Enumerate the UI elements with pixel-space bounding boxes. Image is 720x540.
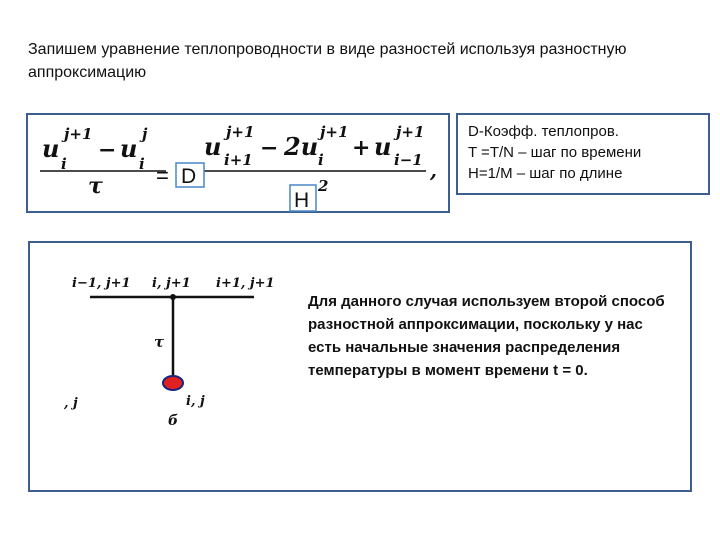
explanation-text: Для данного случая используем второй способ разностной аппроксимации, поскольку у нас есть начальные значения распределения температуры в момент времени t = 0. (308, 293, 665, 379)
legend-line-diffusion: D-Коэфф. теплопров. (468, 123, 619, 140)
formula-sup-1: j+1 (64, 125, 93, 143)
legend-box (456, 113, 710, 195)
formula-box (26, 113, 450, 213)
difference-formula (28, 115, 452, 215)
formula-h: H (294, 189, 310, 212)
formula-sup-4: j+1 (320, 123, 349, 141)
formula-u-4: u (374, 132, 392, 161)
stencil-node-center (170, 294, 176, 300)
page-heading: Запишем уравнение теплопроводности в виде разностей используя разностную аппроксимацию (28, 41, 627, 81)
formula-equals: = (156, 163, 169, 188)
formula-minus-2: − (260, 135, 279, 161)
formula-tau: τ (88, 173, 103, 199)
stencil-diagram (44, 265, 294, 445)
formula-sub-3: i+1 (224, 151, 253, 169)
formula-sub-5: i−1 (394, 151, 423, 169)
formula-comma: , (430, 158, 437, 182)
formula-d: D (181, 165, 197, 188)
formula-sup-3: j+1 (226, 123, 255, 141)
formula-u-3: u (204, 132, 222, 161)
stencil-tau: τ (154, 333, 165, 351)
stencil-label-center: i, j+1 (152, 276, 191, 291)
formula-sub-1: i (61, 155, 67, 173)
formula-plus: + (352, 135, 371, 161)
stencil-node-current (163, 376, 183, 390)
formula-u-1: u (42, 134, 60, 163)
stencil-label-right: i+1, j+1 (216, 276, 275, 291)
stencil-label-bottom: i, j (186, 394, 205, 409)
formula-sup-2: j (142, 125, 148, 143)
formula-minus-1: − (98, 137, 117, 163)
formula-sub-2: i (139, 155, 145, 173)
formula-sup-5: j+1 (396, 123, 425, 141)
legend-line-time-step: T =T/N – шаг по времени (468, 144, 642, 161)
legend-line-space-step: H=1/M – шаг по длине (468, 165, 623, 182)
stencil-label-side: , j (64, 396, 78, 411)
stencil-label-left: i−1, j+1 (72, 276, 131, 291)
formula-u-2: u (120, 134, 138, 163)
stencil-caption: б (168, 413, 179, 429)
formula-2u: 2u (284, 132, 319, 161)
formula-sub-4: i (318, 151, 324, 169)
formula-sup-h: 2 (318, 177, 329, 195)
